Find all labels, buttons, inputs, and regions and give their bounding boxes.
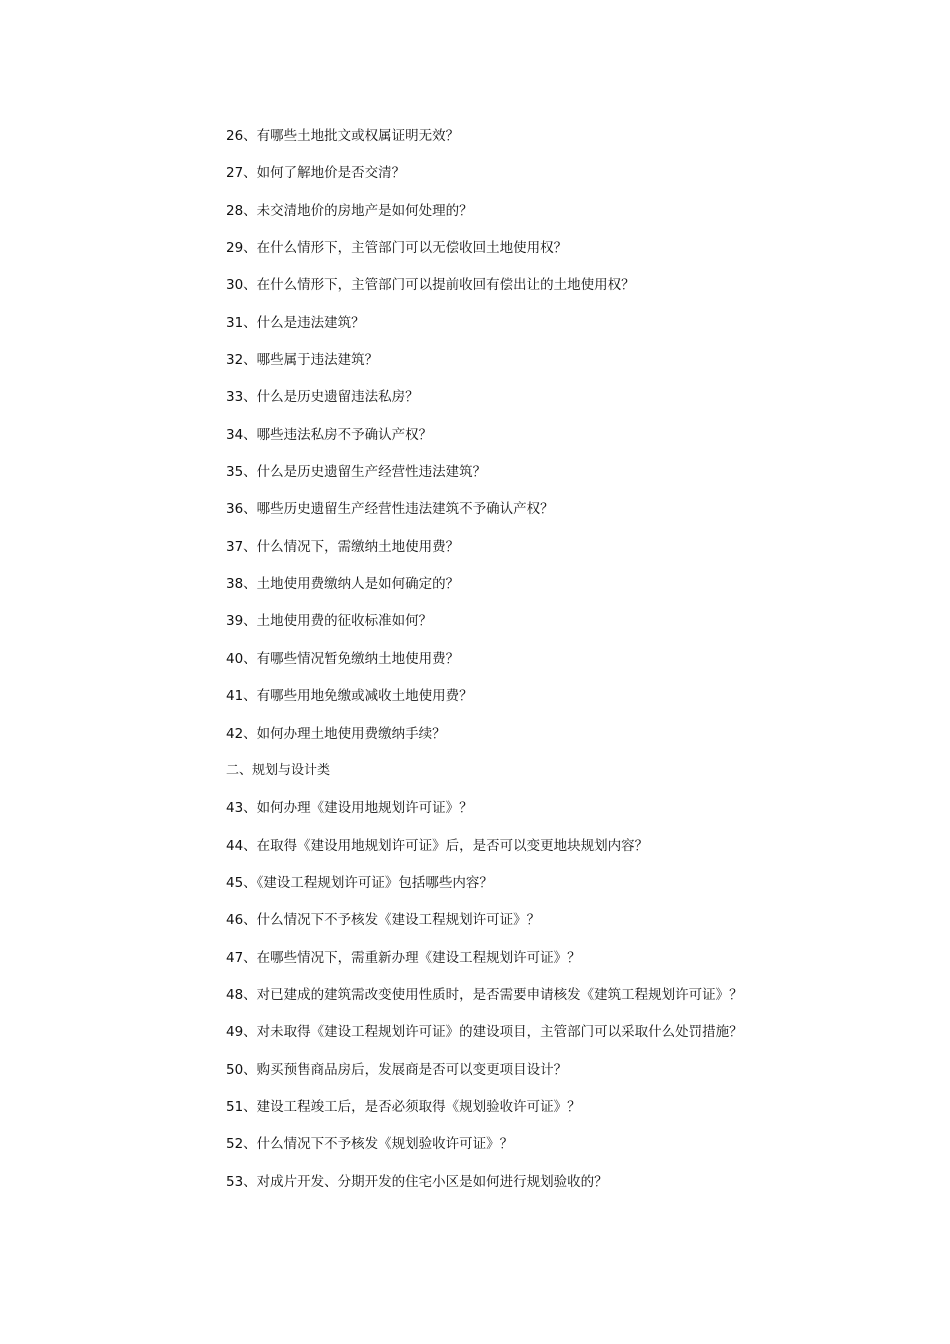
question-item: 32、哪些属于违法建筑？: [226, 352, 379, 369]
question-item: 51、建设工程竣工后，是否必须取得《规划验收许可证》？: [226, 1098, 581, 1115]
section-heading: 二、规划与设计类: [226, 762, 331, 778]
question-list: [226, 126, 906, 1209]
question-item: 26、有哪些土地批文或权属证明无效？: [226, 128, 460, 144]
question-item: 46、什么情况下不予核发《建设工程规划许可证》？: [226, 912, 541, 929]
question-item: 36、哪些历史遗留生产经营性违法建筑不予确认产权？: [226, 501, 554, 518]
question-item: 41、有哪些用地免缴或减收土地使用费？: [226, 688, 473, 705]
question-item: 28、未交清地价的房地产是如何处理的？: [226, 202, 473, 219]
question-item: 33、什么是历史遗留违法私房？: [226, 389, 419, 406]
question-item: 34、哪些违法私房不予确认产权？: [226, 426, 433, 443]
question-item: 43、如何办理《建设用地规划许可证》？: [226, 800, 473, 817]
question-item: 49、对未取得《建设工程规划许可证》的建设项目，主管部门可以采取什么处罚措施？: [226, 1024, 743, 1041]
question-item: 53、对成片开发、分期开发的住宅小区是如何进行规划验收的？: [226, 1173, 608, 1190]
question-item: 42、如何办理土地使用费缴纳手续？: [226, 725, 446, 742]
question-item: 37、什么情况下，需缴纳土地使用费？: [226, 538, 460, 555]
question-item: 47、在哪些情况下，需重新办理《建设工程规划许可证》？: [226, 949, 581, 966]
question-item: 38、土地使用费缴纳人是如何确定的？: [226, 576, 460, 593]
question-item: 39、土地使用费的征收标准如何？: [226, 613, 433, 630]
question-item: 27、如何了解地价是否交清？: [226, 165, 406, 182]
question-item: 50、购买预售商品房后，发展商是否可以变更项目设计？: [226, 1061, 568, 1078]
question-item: 44、在取得《建设用地规划许可证》后，是否可以变更地块规划内容？: [226, 837, 649, 854]
question-item: 48、对已建成的建筑需改变使用性质时，是否需要申请核发《建筑工程规划许可证》？: [226, 986, 743, 1003]
question-item: 45、《建设工程规划许可证》包括哪些内容？: [226, 874, 493, 891]
question-item: 40、有哪些情况暂免缴纳土地使用费？: [226, 650, 460, 667]
question-item: 35、什么是历史遗留生产经营性违法建筑？: [226, 464, 487, 481]
question-item: 31、什么是违法建筑？: [226, 314, 365, 331]
question-item: 52、什么情况下不予核发《规划验收许可证》？: [226, 1136, 514, 1153]
question-item: 29、在什么情形下，主管部门可以无偿收回土地使用权？: [226, 240, 568, 257]
question-item: 30、在什么情形下，主管部门可以提前收回有偿出让的土地使用权？: [226, 277, 635, 294]
